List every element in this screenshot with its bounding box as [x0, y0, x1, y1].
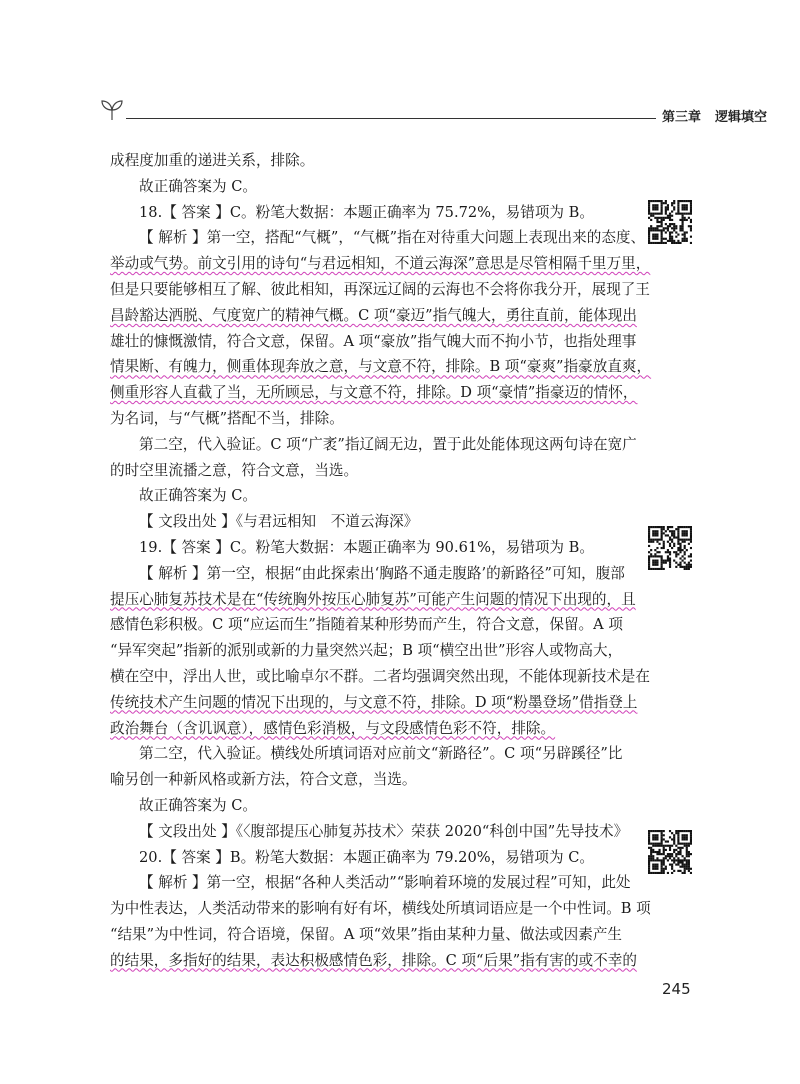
- text-line-30: 为中性表达，人类活动带来的影响有好有坏，横线处所填词语应是一个中性词。B 项: [110, 900, 651, 918]
- text-line-26: 故正确答案为 C。: [139, 796, 257, 814]
- text-line-32: 的结果，多指好的结果，表达积极感情色彩，排除。C 项“后果”指有害的或不幸的: [110, 951, 637, 969]
- text-line-25: 喻另创一种新风格或新方法，符合文意，当选。: [110, 771, 417, 789]
- text-line-1: 成程度加重的递进关系，排除。: [110, 152, 315, 169]
- text-line-12: 第二空，代入验证。C 项“广袤”指辽阔无边，置于此处能体现这两句诗在宽广: [139, 435, 637, 453]
- text-line-16: 19.【 答案 】C。粉笔大数据：本题正确率为 90.61%，易错项为 B。: [139, 538, 594, 556]
- text-line-29: 【 解析 】第一空，根据“各种人类活动”“影响着环境的发展过程”可知，此处: [139, 874, 631, 892]
- text-line-19: 感情色彩积极。C 项“应运而生”指随着某种形势而产生，符合文意，保留。A 项: [110, 616, 623, 634]
- header-rule: [126, 118, 656, 119]
- page-header: [96, 98, 768, 128]
- answer-explanation-text: [110, 148, 652, 974]
- text-line-10: 侧重形容人直截了当，无所顾忌，与文意不符，排除。D 项“豪情”指豪迈的情怀，: [110, 384, 638, 402]
- leaf-sprout-icon: [96, 98, 128, 122]
- text-line-2: 故正确答案为 C。: [139, 177, 257, 195]
- qr-code-icon[interactable]: [648, 200, 692, 244]
- chapter-number: 第三章: [662, 110, 702, 125]
- text-line-15: 【 文段出处 】《与君远相知 不道云海深》: [139, 513, 419, 531]
- text-line-20: “异军突起”指新的派别或新的力量突然兴起；B 项“横空出世”形容人或物高大，: [110, 642, 623, 660]
- text-line-4: 【 解析 】第一空，搭配“气概”，“气概”指在对待重大问题上表现出来的态度、: [139, 229, 646, 247]
- text-line-6: 但是只要能够相互了解、彼此相知，再深远辽阔的云海也不会将你我分开，展现了王: [110, 280, 650, 298]
- page-number: 245: [662, 980, 691, 998]
- text-line-28: 20.【 答案 】B。粉笔大数据：本题正确率为 79.20%，易错项为 C。: [139, 848, 594, 866]
- text-line-27: 【 文段出处 】《〈腹部提压心肺复苏技术〉荣获 2020“科创中国”先导技术》: [139, 822, 629, 840]
- text-line-31: “结果”为中性词，符合语境，保留。A 项“效果”指由某种力量、做法或因素产生: [110, 925, 623, 943]
- text-line-17: 【 解析 】第一空，根据“由此探索出‘胸路不通走腹路’的新路径”可知，腹部: [139, 564, 625, 582]
- text-line-9: 情果断、有魄力，侧重体现奔放之意，与文意不符，排除。B 项“豪爽”指豪放直爽，: [110, 358, 652, 376]
- text-line-24: 第二空，代入验证。横线处所填词语对应前文“新路径”。C 项“另辟蹊径”比: [139, 745, 623, 763]
- text-line-21: 横在空中，浮出人世，或比喻卓尔不群。二者均强调突然出现，不能体现新技术是在: [110, 667, 650, 685]
- text-line-3: 18.【 答案 】C。粉笔大数据：本题正确率为 75.72%，易错项为 B。: [139, 203, 594, 221]
- chapter-title: 逻辑填空: [715, 110, 768, 125]
- text-line-14: 故正确答案为 C。: [139, 487, 257, 505]
- text-line-8: 雄壮的慷慨激情，符合文意，保留。A 项“豪放”指气魄大而不拘小节，也指处理事: [110, 332, 637, 350]
- text-line-11: 为名词，与“气概”搭配不当，排除。: [110, 409, 344, 427]
- text-line-13: 的时空里流播之意，符合文意，当选。: [110, 461, 359, 479]
- chapter-heading: [662, 106, 781, 125]
- text-line-22: 传统技术产生问题的情况下出现的，与文意不符，排除。D 项“粉墨登场”借指登上: [110, 693, 638, 711]
- qr-code-icon[interactable]: [648, 526, 692, 570]
- text-line-18: 提压心肺复苏技术是在“传统胸外按压心肺复苏”可能产生问题的情况下出现的，且: [110, 590, 636, 608]
- text-line-7: 昌龄豁达洒脱、气度宽广的精神气概。C 项“豪迈”指气魄大，勇往直前，能体现出: [110, 306, 637, 324]
- qr-code-icon[interactable]: [648, 830, 692, 874]
- text-line-5: 举动或气势。前文引用的诗句“与君远相知，不道云海深”意思是尽管相隔千里万里，: [110, 255, 651, 273]
- text-line-23: 政治舞台（含讥讽意），感情色彩消极，与文段感情色彩不符，排除。: [110, 719, 556, 737]
